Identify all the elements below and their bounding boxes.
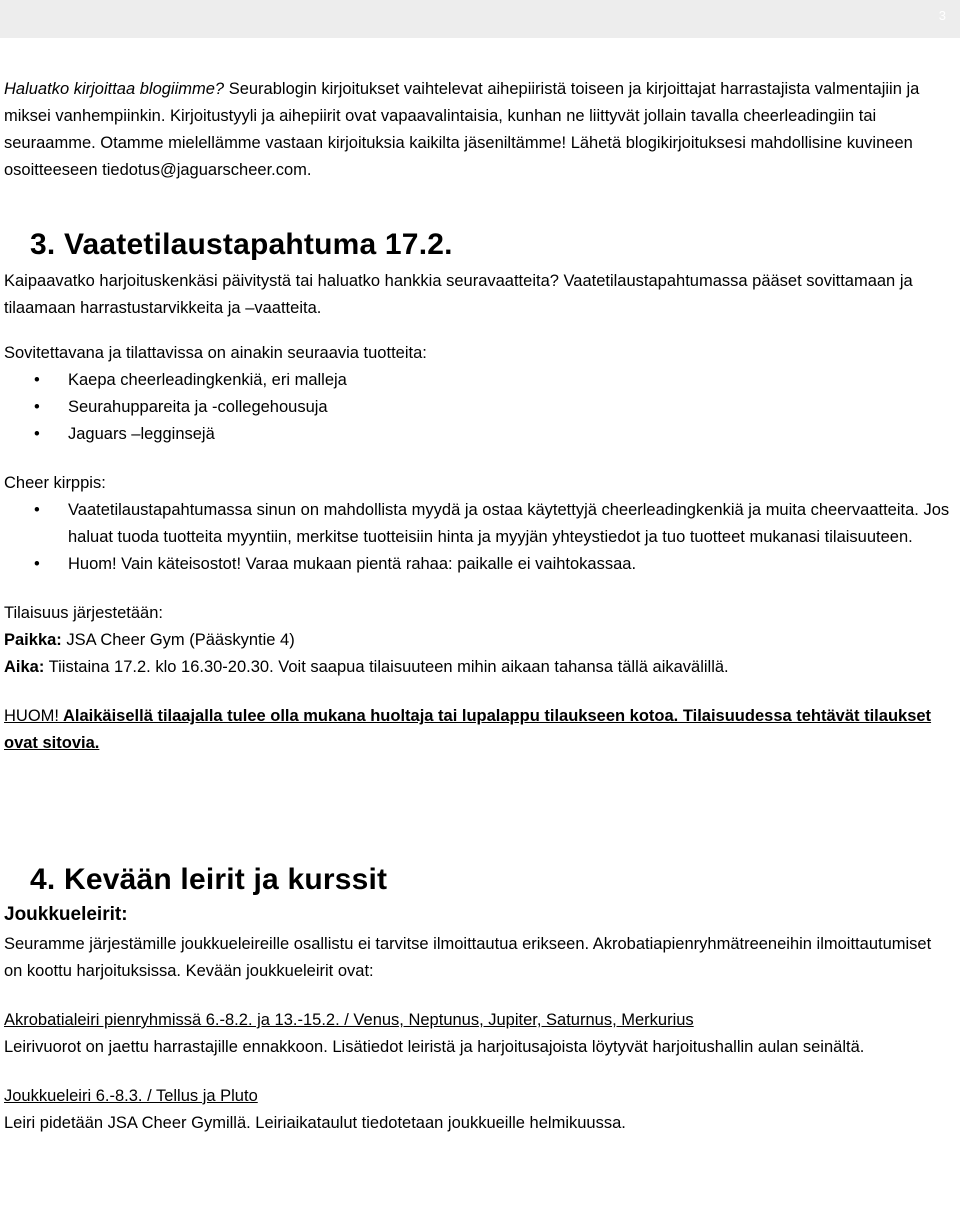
page-number: 3 [938, 8, 946, 23]
kirppis-list [4, 497, 954, 578]
note-text: Alaikäisellä tilaajalla tulee olla mukana huoltaja tai lupalappu tilaukseen kotoa. Tilaisuudessa tehtävät tilaukset ovat sitovia. [4, 707, 932, 752]
products-heading: Sovitettavana ja tilattavissa on ainakin seuraavia tuotteita: [4, 344, 427, 362]
note-label: HUOM! [4, 707, 59, 725]
section-3-intro: Kaipaavatko harjoituskenkäsi päivitystä tai haluatko hankkia seuravaatteita? Vaatetilaustapahtumassa pääset sovittamaan ja tilaamaan harrastustarvikkeita ja –vaatteita. [4, 272, 913, 317]
blog-paragraph [4, 76, 954, 184]
time-line [4, 654, 954, 681]
time-label: Aika: [4, 658, 45, 676]
list-item: • Jaguars –legginsejä [4, 421, 954, 448]
camp-2-text: Leiri pidetään JSA Cheer Gymillä. Leiriaikataulut tiedotetaan joukkueille helmikuussa. [4, 1114, 626, 1132]
list-item: • Vaatetilaustapahtumassa sinun on mahdollista myydä ja ostaa käytettyjä cheerleadingkenkiä ja muita cheervaatteita. Jos haluat tuoda tuotteita myyntiin, merkitse tuotteisiin hinta ja myyjän yhteystiedot ja tuo tuotteet mukanasi tilaisuuteen. [4, 497, 954, 551]
document-body [4, 76, 954, 1137]
note-paragraph [4, 703, 954, 757]
camps-subtitle: Joukkueleirit: [4, 904, 128, 925]
camp-1-text: Leirivuorot on jaettu harrastajille ennakkoon. Lisätiedot leiristä ja harjoitusajoista löytyvät harjoitushallin aulan seinältä. [4, 1038, 865, 1056]
list-item: • Kaepa cheerleadingkenkiä, eri malleja [4, 367, 954, 394]
list-item: • Huom! Vain käteisostot! Varaa mukaan pientä rahaa: paikalle ei vaihtokassaa. [4, 551, 954, 578]
kirppis-heading: Cheer kirppis: [4, 474, 106, 492]
blog-text: Seurablogin kirjoitukset vaihtelevat aihepiiristä toiseen ja kirjoittajat harrastajista valmentajiin ja miksei vanhempiinkin. Kirjoitustyyli ja aihepiirit ovat vapaavalintaisia, kunhan ne liittyvät jollain tavalla cheerleadingiin tai seuraamme. Otamme mielellämme vastaan kirjoituksia kaikilta jäseniltämme! Lähetä blogikirjoituksesi mahdollisine kuvineen osoitteeseen tiedotus@jaguarscheer.com. [4, 80, 920, 179]
organizer-heading: Tilaisuus järjestetään: [4, 604, 163, 622]
section-4-heading: 4. Kevään leirit ja kurssit [30, 863, 388, 896]
blog-lead: Haluatko kirjoittaa blogiimme? [4, 80, 225, 98]
page-header-bar [0, 0, 960, 38]
camps-intro: Seuramme järjestämille joukkueleireille osallistu ei tarvitse ilmoittautua erikseen. Akrobatiapienryhmätreeneihin ilmoittautumiset on koottu harjoituksissa. Kevään joukkueleirit ovat: [4, 935, 932, 980]
place-line [4, 627, 954, 654]
products-list [4, 367, 954, 448]
camp-1-title: Akrobatialeiri pienryhmissä 6.-8.2. ja 13.-15.2. / Venus, Neptunus, Jupiter, Saturnus, Merkurius [4, 1011, 694, 1029]
place-value: JSA Cheer Gym (Pääskyntie 4) [61, 631, 295, 649]
section-3-heading: 3. Vaatetilaustapahtuma 17.2. [30, 228, 453, 261]
time-value: Tiistaina 17.2. klo 16.30-20.30. Voit saapua tilaisuuteen mihin aikaan tahansa tällä aikavälillä. [44, 658, 729, 676]
place-label: Paikka: [4, 631, 62, 649]
camp-2-title: Joukkueleiri 6.-8.3. / Tellus ja Pluto [4, 1087, 258, 1105]
list-item: • Seurahuppareita ja -collegehousuja [4, 394, 954, 421]
